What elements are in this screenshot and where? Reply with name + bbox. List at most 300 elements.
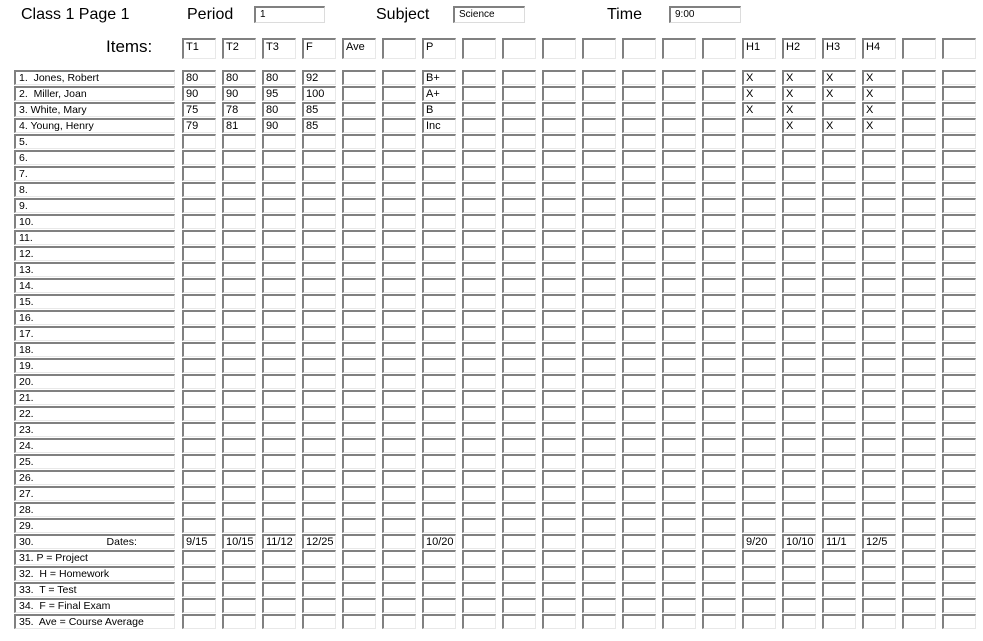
grade-cell-r13-c4[interactable] (302, 262, 336, 277)
grade-cell-r19-c15[interactable] (742, 358, 776, 373)
grade-cell-r12-c13[interactable] (662, 246, 696, 261)
grade-cell-r18-c5[interactable] (342, 342, 376, 357)
grade-cell-r3-c2[interactable]: 78 (222, 102, 256, 117)
grade-cell-r26-c16[interactable] (782, 470, 816, 485)
grade-cell-r9-c7[interactable] (422, 198, 456, 213)
item-header-3[interactable]: T3 (262, 38, 296, 59)
grade-cell-r2-c5[interactable] (342, 86, 376, 101)
grade-cell-r29-c20[interactable] (942, 518, 976, 533)
grade-cell-r15-c13[interactable] (662, 294, 696, 309)
grade-cell-r25-c3[interactable] (262, 454, 296, 469)
time-field[interactable]: 9:00 (669, 6, 741, 23)
grade-cell-r27-c10[interactable] (542, 486, 576, 501)
grade-cell-r22-c16[interactable] (782, 406, 816, 421)
grade-cell-r12-c20[interactable] (942, 246, 976, 261)
grade-cell-r28-c19[interactable] (902, 502, 936, 517)
grade-cell-r19-c18[interactable] (862, 358, 896, 373)
grade-cell-r16-c13[interactable] (662, 310, 696, 325)
grade-cell-r14-c10[interactable] (542, 278, 576, 293)
grade-cell-r11-c12[interactable] (622, 230, 656, 245)
grade-cell-r3-c9[interactable] (502, 102, 536, 117)
item-header-5[interactable]: Ave (342, 38, 376, 59)
grade-cell-r8-c14[interactable] (702, 182, 736, 197)
grade-cell-r32-c7[interactable] (422, 566, 456, 581)
grade-cell-r28-c2[interactable] (222, 502, 256, 517)
grade-cell-r24-c18[interactable] (862, 438, 896, 453)
grade-cell-r3-c17[interactable] (822, 102, 856, 117)
grade-cell-r34-c6[interactable] (382, 598, 416, 613)
student-name-19[interactable]: 19. (14, 358, 175, 373)
grade-cell-r31-c17[interactable] (822, 550, 856, 565)
grade-cell-r2-c14[interactable] (702, 86, 736, 101)
grade-cell-r10-c17[interactable] (822, 214, 856, 229)
student-name-31[interactable]: 31. P = Project (14, 550, 175, 565)
grade-cell-r35-c5[interactable] (342, 614, 376, 629)
grade-cell-r29-c3[interactable] (262, 518, 296, 533)
grade-cell-r15-c18[interactable] (862, 294, 896, 309)
grade-cell-r33-c12[interactable] (622, 582, 656, 597)
grade-cell-r2-c11[interactable] (582, 86, 616, 101)
grade-cell-r22-c9[interactable] (502, 406, 536, 421)
grade-cell-r33-c9[interactable] (502, 582, 536, 597)
grade-cell-r30-c19[interactable] (902, 534, 936, 549)
grade-cell-r28-c16[interactable] (782, 502, 816, 517)
grade-cell-r15-c1[interactable] (182, 294, 216, 309)
grade-cell-r10-c19[interactable] (902, 214, 936, 229)
grade-cell-r3-c4[interactable]: 85 (302, 102, 336, 117)
grade-cell-r27-c12[interactable] (622, 486, 656, 501)
grade-cell-r11-c19[interactable] (902, 230, 936, 245)
grade-cell-r18-c14[interactable] (702, 342, 736, 357)
grade-cell-r4-c9[interactable] (502, 118, 536, 133)
grade-cell-r35-c19[interactable] (902, 614, 936, 629)
grade-cell-r26-c3[interactable] (262, 470, 296, 485)
grade-cell-r22-c2[interactable] (222, 406, 256, 421)
grade-cell-r32-c2[interactable] (222, 566, 256, 581)
grade-cell-r4-c12[interactable] (622, 118, 656, 133)
student-name-2[interactable]: 2. Miller, Joan (14, 86, 175, 101)
item-header-17[interactable]: H3 (822, 38, 856, 59)
item-header-4[interactable]: F (302, 38, 336, 59)
student-name-4[interactable]: 4. Young, Henry (14, 118, 175, 133)
grade-cell-r31-c4[interactable] (302, 550, 336, 565)
grade-cell-r5-c8[interactable] (462, 134, 496, 149)
grade-cell-r26-c1[interactable] (182, 470, 216, 485)
grade-cell-r24-c12[interactable] (622, 438, 656, 453)
grade-cell-r18-c10[interactable] (542, 342, 576, 357)
grade-cell-r30-c20[interactable] (942, 534, 976, 549)
grade-cell-r34-c14[interactable] (702, 598, 736, 613)
grade-cell-r21-c16[interactable] (782, 390, 816, 405)
grade-cell-r15-c11[interactable] (582, 294, 616, 309)
grade-cell-r12-c2[interactable] (222, 246, 256, 261)
grade-cell-r11-c18[interactable] (862, 230, 896, 245)
grade-cell-r19-c9[interactable] (502, 358, 536, 373)
grade-cell-r10-c1[interactable] (182, 214, 216, 229)
grade-cell-r17-c5[interactable] (342, 326, 376, 341)
grade-cell-r2-c16[interactable]: X (782, 86, 816, 101)
grade-cell-r3-c10[interactable] (542, 102, 576, 117)
grade-cell-r31-c16[interactable] (782, 550, 816, 565)
grade-cell-r14-c11[interactable] (582, 278, 616, 293)
grade-cell-r14-c19[interactable] (902, 278, 936, 293)
grade-cell-r34-c12[interactable] (622, 598, 656, 613)
grade-cell-r16-c2[interactable] (222, 310, 256, 325)
grade-cell-r21-c4[interactable] (302, 390, 336, 405)
grade-cell-r32-c12[interactable] (622, 566, 656, 581)
grade-cell-r17-c18[interactable] (862, 326, 896, 341)
grade-cell-r13-c18[interactable] (862, 262, 896, 277)
grade-cell-r18-c20[interactable] (942, 342, 976, 357)
grade-cell-r27-c11[interactable] (582, 486, 616, 501)
grade-cell-r7-c20[interactable] (942, 166, 976, 181)
grade-cell-r27-c2[interactable] (222, 486, 256, 501)
grade-cell-r30-c6[interactable] (382, 534, 416, 549)
grade-cell-r33-c17[interactable] (822, 582, 856, 597)
grade-cell-r17-c6[interactable] (382, 326, 416, 341)
grade-cell-r6-c14[interactable] (702, 150, 736, 165)
grade-cell-r5-c14[interactable] (702, 134, 736, 149)
student-name-28[interactable]: 28. (14, 502, 175, 517)
grade-cell-r1-c17[interactable]: X (822, 70, 856, 85)
grade-cell-r33-c18[interactable] (862, 582, 896, 597)
student-name-23[interactable]: 23. (14, 422, 175, 437)
grade-cell-r14-c2[interactable] (222, 278, 256, 293)
grade-cell-r31-c9[interactable] (502, 550, 536, 565)
grade-cell-r22-c19[interactable] (902, 406, 936, 421)
student-name-20[interactable]: 20. (14, 374, 175, 389)
grade-cell-r24-c15[interactable] (742, 438, 776, 453)
grade-cell-r6-c17[interactable] (822, 150, 856, 165)
grade-cell-r6-c8[interactable] (462, 150, 496, 165)
grade-cell-r3-c19[interactable] (902, 102, 936, 117)
grade-cell-r16-c7[interactable] (422, 310, 456, 325)
grade-cell-r17-c1[interactable] (182, 326, 216, 341)
grade-cell-r32-c6[interactable] (382, 566, 416, 581)
student-name-17[interactable]: 17. (14, 326, 175, 341)
item-header-18[interactable]: H4 (862, 38, 896, 59)
grade-cell-r25-c17[interactable] (822, 454, 856, 469)
grade-cell-r35-c15[interactable] (742, 614, 776, 629)
grade-cell-r26-c10[interactable] (542, 470, 576, 485)
grade-cell-r29-c16[interactable] (782, 518, 816, 533)
grade-cell-r32-c8[interactable] (462, 566, 496, 581)
grade-cell-r31-c20[interactable] (942, 550, 976, 565)
grade-cell-r18-c6[interactable] (382, 342, 416, 357)
grade-cell-r21-c14[interactable] (702, 390, 736, 405)
grade-cell-r32-c4[interactable] (302, 566, 336, 581)
grade-cell-r33-c19[interactable] (902, 582, 936, 597)
grade-cell-r9-c14[interactable] (702, 198, 736, 213)
grade-cell-r14-c12[interactable] (622, 278, 656, 293)
grade-cell-r18-c1[interactable] (182, 342, 216, 357)
grade-cell-r33-c16[interactable] (782, 582, 816, 597)
grade-cell-r8-c2[interactable] (222, 182, 256, 197)
grade-cell-r28-c13[interactable] (662, 502, 696, 517)
grade-cell-r18-c4[interactable] (302, 342, 336, 357)
grade-cell-r14-c9[interactable] (502, 278, 536, 293)
grade-cell-r4-c19[interactable] (902, 118, 936, 133)
item-header-6[interactable] (382, 38, 416, 59)
item-header-15[interactable]: H1 (742, 38, 776, 59)
grade-cell-r8-c7[interactable] (422, 182, 456, 197)
grade-cell-r34-c15[interactable] (742, 598, 776, 613)
grade-cell-r29-c5[interactable] (342, 518, 376, 533)
grade-cell-r24-c6[interactable] (382, 438, 416, 453)
grade-cell-r2-c9[interactable] (502, 86, 536, 101)
grade-cell-r20-c12[interactable] (622, 374, 656, 389)
grade-cell-r23-c10[interactable] (542, 422, 576, 437)
grade-cell-r12-c9[interactable] (502, 246, 536, 261)
grade-cell-r23-c18[interactable] (862, 422, 896, 437)
grade-cell-r13-c14[interactable] (702, 262, 736, 277)
grade-cell-r3-c12[interactable] (622, 102, 656, 117)
grade-cell-r19-c16[interactable] (782, 358, 816, 373)
grade-cell-r33-c8[interactable] (462, 582, 496, 597)
grade-cell-r14-c1[interactable] (182, 278, 216, 293)
grade-cell-r20-c7[interactable] (422, 374, 456, 389)
grade-cell-r4-c7[interactable]: Inc (422, 118, 456, 133)
student-name-34[interactable]: 34. F = Final Exam (14, 598, 175, 613)
grade-cell-r28-c8[interactable] (462, 502, 496, 517)
grade-cell-r15-c3[interactable] (262, 294, 296, 309)
grade-cell-r6-c7[interactable] (422, 150, 456, 165)
grade-cell-r9-c3[interactable] (262, 198, 296, 213)
grade-cell-r26-c11[interactable] (582, 470, 616, 485)
grade-cell-r30-c7[interactable]: 10/20 (422, 534, 456, 549)
grade-cell-r31-c19[interactable] (902, 550, 936, 565)
grade-cell-r24-c8[interactable] (462, 438, 496, 453)
grade-cell-r32-c19[interactable] (902, 566, 936, 581)
grade-cell-r3-c3[interactable]: 80 (262, 102, 296, 117)
grade-cell-r30-c12[interactable] (622, 534, 656, 549)
grade-cell-r14-c8[interactable] (462, 278, 496, 293)
grade-cell-r13-c6[interactable] (382, 262, 416, 277)
grade-cell-r8-c18[interactable] (862, 182, 896, 197)
grade-cell-r35-c10[interactable] (542, 614, 576, 629)
grade-cell-r22-c17[interactable] (822, 406, 856, 421)
grade-cell-r23-c16[interactable] (782, 422, 816, 437)
grade-cell-r21-c3[interactable] (262, 390, 296, 405)
grade-cell-r23-c20[interactable] (942, 422, 976, 437)
grade-cell-r26-c17[interactable] (822, 470, 856, 485)
grade-cell-r18-c13[interactable] (662, 342, 696, 357)
grade-cell-r5-c9[interactable] (502, 134, 536, 149)
grade-cell-r29-c9[interactable] (502, 518, 536, 533)
grade-cell-r35-c4[interactable] (302, 614, 336, 629)
grade-cell-r18-c16[interactable] (782, 342, 816, 357)
grade-cell-r16-c3[interactable] (262, 310, 296, 325)
grade-cell-r29-c17[interactable] (822, 518, 856, 533)
grade-cell-r23-c7[interactable] (422, 422, 456, 437)
grade-cell-r27-c8[interactable] (462, 486, 496, 501)
grade-cell-r16-c11[interactable] (582, 310, 616, 325)
grade-cell-r9-c10[interactable] (542, 198, 576, 213)
grade-cell-r27-c6[interactable] (382, 486, 416, 501)
grade-cell-r8-c15[interactable] (742, 182, 776, 197)
student-name-25[interactable]: 25. (14, 454, 175, 469)
grade-cell-r21-c10[interactable] (542, 390, 576, 405)
grade-cell-r16-c4[interactable] (302, 310, 336, 325)
grade-cell-r16-c6[interactable] (382, 310, 416, 325)
grade-cell-r7-c11[interactable] (582, 166, 616, 181)
grade-cell-r20-c18[interactable] (862, 374, 896, 389)
grade-cell-r6-c5[interactable] (342, 150, 376, 165)
grade-cell-r26-c12[interactable] (622, 470, 656, 485)
grade-cell-r1-c4[interactable]: 92 (302, 70, 336, 85)
grade-cell-r25-c6[interactable] (382, 454, 416, 469)
grade-cell-r7-c4[interactable] (302, 166, 336, 181)
grade-cell-r32-c1[interactable] (182, 566, 216, 581)
grade-cell-r3-c13[interactable] (662, 102, 696, 117)
grade-cell-r19-c20[interactable] (942, 358, 976, 373)
grade-cell-r33-c20[interactable] (942, 582, 976, 597)
grade-cell-r8-c10[interactable] (542, 182, 576, 197)
grade-cell-r25-c12[interactable] (622, 454, 656, 469)
grade-cell-r15-c15[interactable] (742, 294, 776, 309)
grade-cell-r1-c9[interactable] (502, 70, 536, 85)
grade-cell-r24-c7[interactable] (422, 438, 456, 453)
grade-cell-r26-c8[interactable] (462, 470, 496, 485)
grade-cell-r2-c4[interactable]: 100 (302, 86, 336, 101)
grade-cell-r22-c12[interactable] (622, 406, 656, 421)
grade-cell-r19-c8[interactable] (462, 358, 496, 373)
grade-cell-r17-c9[interactable] (502, 326, 536, 341)
student-name-35[interactable]: 35. Ave = Course Average (14, 614, 175, 629)
grade-cell-r9-c15[interactable] (742, 198, 776, 213)
grade-cell-r16-c1[interactable] (182, 310, 216, 325)
grade-cell-r23-c15[interactable] (742, 422, 776, 437)
grade-cell-r25-c10[interactable] (542, 454, 576, 469)
grade-cell-r22-c14[interactable] (702, 406, 736, 421)
grade-cell-r13-c9[interactable] (502, 262, 536, 277)
grade-cell-r11-c4[interactable] (302, 230, 336, 245)
grade-cell-r12-c4[interactable] (302, 246, 336, 261)
grade-cell-r17-c14[interactable] (702, 326, 736, 341)
subject-field[interactable]: Science (453, 6, 525, 23)
grade-cell-r25-c16[interactable] (782, 454, 816, 469)
grade-cell-r2-c6[interactable] (382, 86, 416, 101)
grade-cell-r29-c11[interactable] (582, 518, 616, 533)
grade-cell-r10-c8[interactable] (462, 214, 496, 229)
grade-cell-r34-c8[interactable] (462, 598, 496, 613)
grade-cell-r28-c14[interactable] (702, 502, 736, 517)
grade-cell-r19-c7[interactable] (422, 358, 456, 373)
grade-cell-r20-c14[interactable] (702, 374, 736, 389)
grade-cell-r4-c4[interactable]: 85 (302, 118, 336, 133)
grade-cell-r1-c5[interactable] (342, 70, 376, 85)
grade-cell-r11-c15[interactable] (742, 230, 776, 245)
grade-cell-r32-c13[interactable] (662, 566, 696, 581)
grade-cell-r7-c1[interactable] (182, 166, 216, 181)
grade-cell-r20-c9[interactable] (502, 374, 536, 389)
grade-cell-r28-c7[interactable] (422, 502, 456, 517)
grade-cell-r15-c5[interactable] (342, 294, 376, 309)
grade-cell-r16-c18[interactable] (862, 310, 896, 325)
grade-cell-r31-c6[interactable] (382, 550, 416, 565)
student-name-6[interactable]: 6. (14, 150, 175, 165)
grade-cell-r23-c9[interactable] (502, 422, 536, 437)
grade-cell-r22-c18[interactable] (862, 406, 896, 421)
grade-cell-r11-c20[interactable] (942, 230, 976, 245)
grade-cell-r18-c19[interactable] (902, 342, 936, 357)
grade-cell-r22-c20[interactable] (942, 406, 976, 421)
grade-cell-r23-c11[interactable] (582, 422, 616, 437)
grade-cell-r33-c10[interactable] (542, 582, 576, 597)
grade-cell-r21-c13[interactable] (662, 390, 696, 405)
grade-cell-r18-c11[interactable] (582, 342, 616, 357)
grade-cell-r13-c7[interactable] (422, 262, 456, 277)
grade-cell-r15-c17[interactable] (822, 294, 856, 309)
grade-cell-r7-c17[interactable] (822, 166, 856, 181)
grade-cell-r27-c18[interactable] (862, 486, 896, 501)
grade-cell-r20-c3[interactable] (262, 374, 296, 389)
grade-cell-r29-c10[interactable] (542, 518, 576, 533)
grade-cell-r3-c16[interactable]: X (782, 102, 816, 117)
grade-cell-r6-c19[interactable] (902, 150, 936, 165)
grade-cell-r22-c4[interactable] (302, 406, 336, 421)
grade-cell-r21-c1[interactable] (182, 390, 216, 405)
grade-cell-r6-c12[interactable] (622, 150, 656, 165)
grade-cell-r15-c16[interactable] (782, 294, 816, 309)
grade-cell-r10-c9[interactable] (502, 214, 536, 229)
grade-cell-r3-c15[interactable]: X (742, 102, 776, 117)
grade-cell-r5-c7[interactable] (422, 134, 456, 149)
grade-cell-r25-c2[interactable] (222, 454, 256, 469)
grade-cell-r27-c20[interactable] (942, 486, 976, 501)
grade-cell-r16-c10[interactable] (542, 310, 576, 325)
grade-cell-r33-c2[interactable] (222, 582, 256, 597)
student-name-1[interactable]: 1. Jones, Robert (14, 70, 175, 85)
grade-cell-r27-c17[interactable] (822, 486, 856, 501)
grade-cell-r9-c19[interactable] (902, 198, 936, 213)
grade-cell-r30-c5[interactable] (342, 534, 376, 549)
grade-cell-r21-c18[interactable] (862, 390, 896, 405)
grade-cell-r22-c15[interactable] (742, 406, 776, 421)
grade-cell-r29-c1[interactable] (182, 518, 216, 533)
grade-cell-r4-c3[interactable]: 90 (262, 118, 296, 133)
grade-cell-r5-c3[interactable] (262, 134, 296, 149)
grade-cell-r11-c11[interactable] (582, 230, 616, 245)
grade-cell-r10-c13[interactable] (662, 214, 696, 229)
grade-cell-r21-c7[interactable] (422, 390, 456, 405)
item-header-13[interactable] (662, 38, 696, 59)
grade-cell-r22-c11[interactable] (582, 406, 616, 421)
grade-cell-r17-c2[interactable] (222, 326, 256, 341)
grade-cell-r25-c13[interactable] (662, 454, 696, 469)
grade-cell-r6-c3[interactable] (262, 150, 296, 165)
grade-cell-r15-c14[interactable] (702, 294, 736, 309)
grade-cell-r1-c7[interactable]: B+ (422, 70, 456, 85)
grade-cell-r5-c2[interactable] (222, 134, 256, 149)
grade-cell-r4-c1[interactable]: 79 (182, 118, 216, 133)
grade-cell-r30-c15[interactable]: 9/20 (742, 534, 776, 549)
grade-cell-r15-c2[interactable] (222, 294, 256, 309)
grade-cell-r12-c12[interactable] (622, 246, 656, 261)
grade-cell-r15-c6[interactable] (382, 294, 416, 309)
grade-cell-r10-c20[interactable] (942, 214, 976, 229)
grade-cell-r11-c7[interactable] (422, 230, 456, 245)
grade-cell-r17-c10[interactable] (542, 326, 576, 341)
grade-cell-r13-c17[interactable] (822, 262, 856, 277)
grade-cell-r2-c20[interactable] (942, 86, 976, 101)
grade-cell-r18-c15[interactable] (742, 342, 776, 357)
grade-cell-r12-c16[interactable] (782, 246, 816, 261)
grade-cell-r17-c16[interactable] (782, 326, 816, 341)
grade-cell-r16-c15[interactable] (742, 310, 776, 325)
grade-cell-r30-c3[interactable]: 11/12 (262, 534, 296, 549)
grade-cell-r31-c3[interactable] (262, 550, 296, 565)
